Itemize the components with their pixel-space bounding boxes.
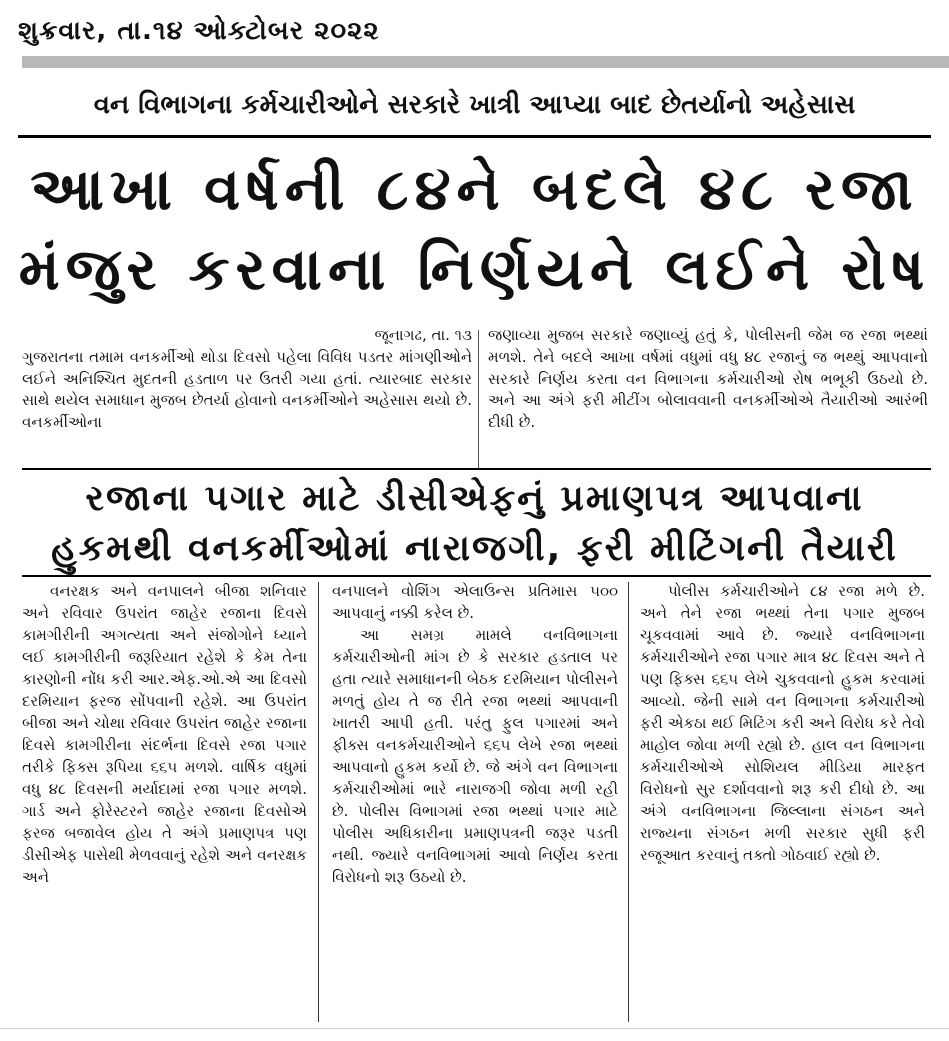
body-col1-text: વનરક્ષક અને વનપાલને બીજા શનિવાર અને રવિવાર ઉપરાંત જાહેર રજાના દિવસે કામગીરીની અગત્યતા અને સંજોગોને ધ્યાને લઈ કામગીરીની જરૂરિયાત રહેશે કે કેમ તેના કારણોની નોંધ કરી આર.એફ.ઓ.એ આ દિવસો દરમિયાન ફરજ સોંપવાની રહેશે. આ ઉપરાંત બીજા અને ચોથા રવિવાર ઉપરાંત જાહેર રજાના દિવસે કામગીરીના સંદર્ભના દિવસે રજા પગાર તરીકે ફિક્સ રૂપિયા ૬૬૫ મળશે. વાર્ષિક વધુમાં વધુ ૪૮ દિવસની મર્યાદામાં રજા પગાર મળશે. ગાર્ડ અને ફોરેસ્ટરને જાહેર રજાના દિવસોએ ફરજ બજાવેલ હોય તે અંગે પ્રમાણપત્ર પણ ડીસીએફ પાસેથી મેળવવાનું રહેશે અને વનરક્ષક અને <box>22 582 307 886</box>
column-divider-2 <box>628 582 629 1022</box>
subhead-rule-bottom <box>22 575 931 577</box>
bottom-edge <box>0 1028 949 1041</box>
column-divider-1 <box>318 582 319 1022</box>
kicker-rule <box>18 135 931 138</box>
subheadline-line2: હુકમથી વનકર્મીઓમાં નારાજગી, ફરી મીટિંગની તૈયારી <box>51 528 898 569</box>
body-column-2 <box>332 580 618 888</box>
lead-dateline: જૂનાગઢ, તા. ૧૩ <box>374 326 472 344</box>
main-headline-line2: મંજુર કરવાના નિર્ણયને લઈને રોષ <box>18 235 931 303</box>
lead-left-column <box>22 325 472 434</box>
dateline: શુક્રવાર, તા.૧૪ ઓક્ટોબર ૨૦૨૨ <box>18 16 380 46</box>
lead-divider <box>478 330 479 468</box>
subhead-rule-top <box>22 468 931 470</box>
lead-left-text: ગુજરાતના તમામ વનકર્મીઓ થોડા દિવસો પહેલા વિવિધ પડતર માંગણીઓને લઈને અનિશ્ચિત મુદતની હડતાળ પર ઉતરી ગયા હતાં. ત્યારબાદ સરકાર સાથે થયેલ સમાધાન મુજબ છેતર્યા હોવાનો વનકર્મીઓને અહેસાસ થયો છે. વનકર્મીઓના <box>22 347 472 431</box>
main-headline-line1: આખા વર્ષની ૮૪ને બદલે ૪૮ રજા <box>30 155 919 223</box>
kicker-headline: વન વિભાગના કર્મચારીઓને સરકારે ખાત્રી આપ્યા બાદ છેતર્યાનો અહેસાસ <box>93 90 856 120</box>
body-column-1 <box>22 580 307 888</box>
subheadline-line1: રજાના પગાર માટે ડીસીએફનું પ્રમાણપત્ર આપવાના <box>85 478 864 519</box>
body-col2-para2: આ સમગ્ર મામલે વનવિભાગના કર્મચારીઓની માંગ છે કે સરકાર હડતાલ પર હતા ત્યારે સમાધાનની બેઠક દરમિયાન પોલીસને મળતું હોય તે જ રીતે રજા ભથ્થાં આપવાની ખાતરી આપી હતી. પરંતુ ફુલ પગારમાં અને ફીક્સ વનકર્મચારીઓને ૬૬૫ લેખે રજા ભથ્થાં આપવાનો હુકમ કર્યો છે. જે અંગે વન વિભાગના કર્મચારીઓમાં ભારે નારાજગી જોવા મળી રહી છે. પોલીસ વિભાગમાં રજા ભથ્થાં પગાર માટે પોલીસ અધિકારીના પ્રમાણપત્રની જરૂર પડતી નથી. જ્યારે વનવિભાગમાં આવો નિર્ણય કરતા વિરોધનો શરૂ ઉઠયો છે. <box>332 626 618 886</box>
body-col2-para1: વનપાલને વોશિંગ એલાઉન્સ પ્રતિમાસ ૫૦૦ આપવાનું નક્કી કરેલ છે. <box>332 582 618 622</box>
body-column-3 <box>640 580 925 866</box>
lead-right-text: જણાવ્યા મુજબ સરકારે જણાવ્યું હતું કે, પોલીસની જેમ જ રજા ભથ્થાં મળશે. તેને બદલે આખા વર્ષમાં વધુમાં વધુ ૪૮ રજાનું જ ભથ્થું આપવાનો સરકારે નિર્ણય કરતા વન વિભાગના કર્મચારીઓ રોષ ભભૂકી ઉઠયો છે. અને આ અંગે ફરી મીટીંગ બોલાવવાની વનકર્મીઓએ તૈયારીઓ આરંભી દીધી છે. <box>488 326 928 431</box>
header-rule <box>22 56 949 68</box>
body-col3-text: પોલીસ કર્મચારીઓને ૮૪ રજા મળે છે. અને તેને રજા ભથ્થાં તેના પગાર મુજબ ચૂકવવામાં આવે છે. જ્યારે વનવિભાગના કર્મચારીઓને રજા પગાર માત્ર ૪૮ દિવસ અને તે પણ ફિક્સ ૬૬૫ લેખે ચુકવવાનો હુકમ કરવામાં આવ્યો. જેની સામે વન વિભાગના કર્મચારીઓ ફરી એકઠા થઈ મિટિંગ કરી અને વિરોધ કરે તેવો માહોલ જોવા મળી રહ્યો છે. હાલ વન વિભાગના કર્મચારીઓએ સોશિયલ મીડિયા મારફત વિરોધનો સુર દર્શાવવાનો શરૂ કરી દીધો છે. આ અંગે વનવિભાગના જિલ્લાના સંગઠન અને રાજ્યના સંગઠન મળી સરકાર સુધી ફરી રજૂઆત કરવાનું તક્તો ગોઠવાઈ રહ્યો છે. <box>640 582 925 864</box>
